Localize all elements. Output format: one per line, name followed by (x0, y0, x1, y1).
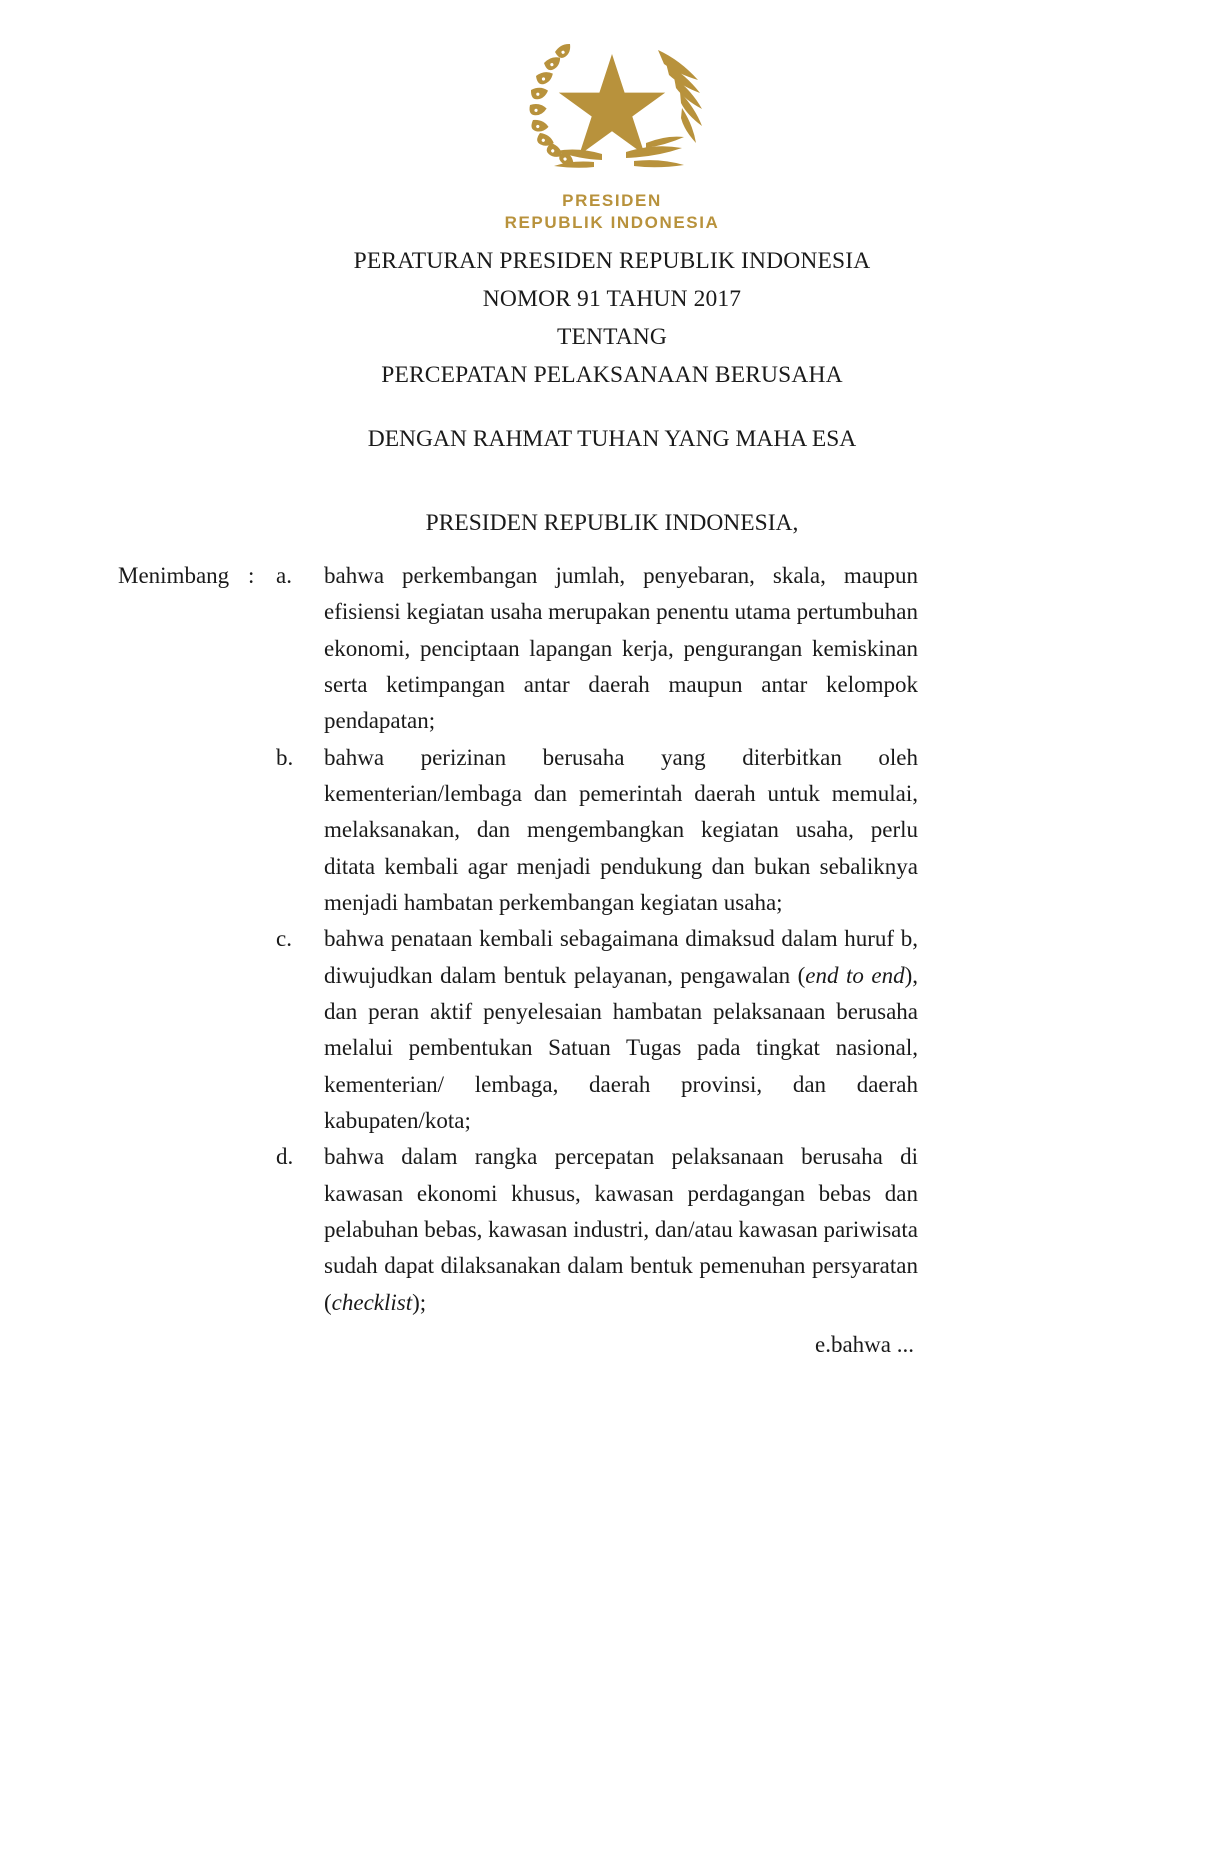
clause-d-text-before: bahwa dalam rangka percepatan pelaksanaan berusaha di kawasan ekonomi khusus, kawasan perdagangan bebas dan pelabuhan bebas, kawasan industri, dan/atau kawasan pariwisata sudah dapat dilaksanakan dalam bentuk pemenuhan persyaratan ( (324, 1144, 918, 1315)
clause-body-a (324, 558, 918, 740)
list-item (276, 1139, 918, 1321)
clause-c-text-after: ), dan peran aktif penyelesaian hambatan pelaksanaan berusaha melalui pembentukan Satuan Tugas pada tingkat nasional, kementerian/ lembaga, daerah provinsi, dan daerah kabupaten/kota; (324, 962, 918, 1133)
indonesia-presidential-emblem-icon (506, 30, 718, 182)
considering-colon: : (248, 563, 255, 588)
clause-b-text-before: bahwa perizinan berusaha yang diterbitkan oleh kementerian/lembaga dan pemerintah daerah untuk memulai, melaksanakan, dan mengembangkan kegiatan usaha, perlu ditata kembali agar menjadi pendukung dan bukan sebaliknya menjadi hambatan perkembangan kegiatan usaha; (324, 744, 918, 915)
clause-c-italic-term: end to end (805, 962, 905, 988)
emblem-caption-line-1: PRESIDEN (562, 191, 662, 210)
clause-body-b (324, 740, 918, 922)
preamble-block (0, 420, 1224, 542)
considering-section (118, 558, 918, 1363)
preamble-invocation: DENGAN RAHMAT TUHAN YANG MAHA ESA (367, 426, 857, 452)
title-regulation-name: PERATURAN PRESIDEN REPUBLIK INDONESIA (353, 248, 871, 274)
page-continuation-marker: e.bahwa ... (815, 1331, 914, 1357)
clause-body-c (324, 921, 918, 1139)
clause-marker-a: a. (276, 563, 292, 588)
emblem-caption-line-2: REPUBLIK INDONESIA (504, 212, 720, 232)
clause-body-d (324, 1139, 918, 1321)
considering-row (118, 558, 918, 1363)
title-about-label: TENTANG (556, 324, 668, 351)
clause-c-text-before: bahwa penataan kembali sebagaimana dimaksud dalam huruf b, diwujudkan dalam bentuk pelayanan, pengawalan ( (324, 926, 918, 988)
clause-d-italic-term: checklist (331, 1289, 413, 1315)
title-regulation-number: NOMOR 91 TAHUN 2017 (482, 286, 742, 313)
clause-d-text-after: ); (412, 1289, 427, 1315)
clause-marker-d: d. (276, 1144, 294, 1170)
clause-a-text-before: bahwa perkembangan jumlah, penyebaran, skala, maupun efisiensi kegiatan usaha merupakan penentu utama pertumbuhan ekonomi, penciptaan lapangan kerja, pengurangan kemiskinan serta ketimpangan antar daerah maupun antar kelompok pendapatan; (324, 563, 918, 734)
list-item (276, 558, 918, 740)
considering-label: Menimbang (118, 563, 230, 588)
emblem-caption (505, 190, 720, 234)
clause-marker-b: b. (276, 744, 294, 770)
document-title-block (0, 242, 1224, 394)
preamble-spacer (0, 458, 1224, 504)
list-item (276, 921, 918, 1139)
preamble-authority: PRESIDEN REPUBLIK INDONESIA, (425, 510, 799, 537)
considering-clause-list (276, 558, 918, 1363)
emblem-block (0, 30, 1224, 234)
list-item (276, 740, 918, 922)
title-subject: PERCEPATAN PELAKSANAAN BERUSAHA (381, 362, 843, 389)
clause-marker-c: c. (276, 926, 292, 952)
